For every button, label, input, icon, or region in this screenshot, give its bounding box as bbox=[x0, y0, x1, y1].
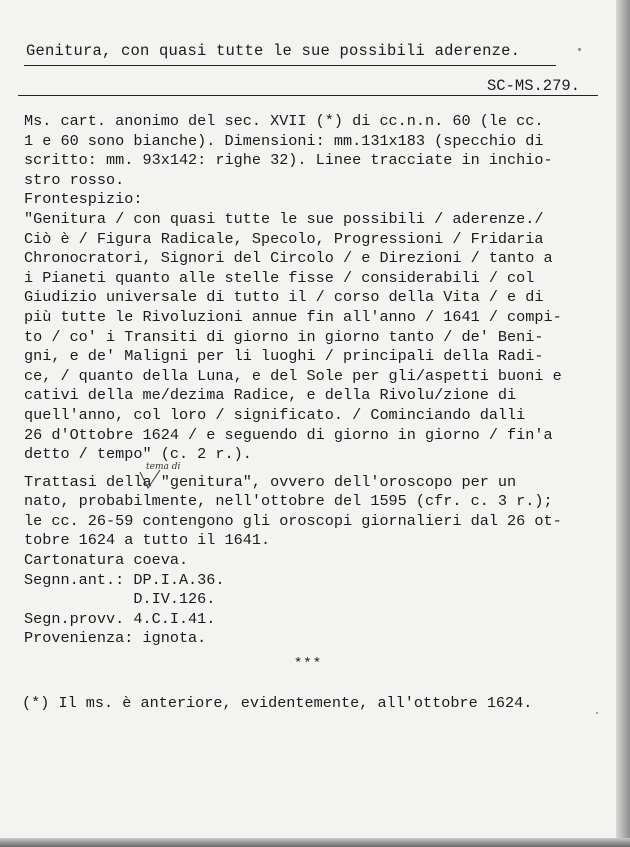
provisional-shelfmark: Segn.provv. 4.C.I.41. bbox=[24, 609, 216, 628]
frontispiece-line: Ciò è / Figura Radicale, Specolo, Progressioni / Fridaria bbox=[24, 229, 544, 248]
description-line: stro rosso. bbox=[24, 170, 125, 189]
frontispiece-line: i Pianeti quanto alle stelle fisse / considerabili / col bbox=[24, 268, 535, 287]
description-line: Ms. cart. anonimo del sec. XVII (*) di cc.n.n. 60 (le cc. bbox=[24, 112, 544, 130]
footnote: (*) Il ms. è anteriore, evidentemente, all'ottobre 1624. bbox=[22, 694, 533, 712]
binding-note: Cartonatura coeva. bbox=[24, 551, 189, 570]
note-line: Trattasi della "genitura", ovvero dell'oroscopo per un bbox=[24, 472, 517, 491]
scan-speck bbox=[596, 712, 598, 714]
note-line: tobre 1624 a tutto il 1641. bbox=[24, 531, 271, 550]
paragraph-gap bbox=[24, 465, 614, 473]
frontispiece-line: to / co' i Transiti di giorno in giorno tanto / de' Beni- bbox=[24, 327, 544, 346]
note-line: nato, probabilmente, nell'ottobre del 1595 (cfr. c. 3 r.); bbox=[24, 492, 553, 511]
shelfmark: SC-MS.279. bbox=[486, 77, 580, 95]
frontispiece-line: detto / tempo" (c. 2 r.). bbox=[24, 445, 252, 464]
scan-speck bbox=[578, 48, 581, 51]
section-separator: *** bbox=[293, 656, 323, 672]
frontispiece-line: "Genitura / con quasi tutte le sue possibili / aderenze./ bbox=[24, 209, 544, 228]
frontispiece-line: 26 d'Ottobre 1624 / e seguendo di giorno in giorno / fin'a bbox=[24, 425, 553, 444]
note-line: le cc. 26-59 contengono gli oroscopi giornalieri dal 26 ot- bbox=[24, 511, 562, 530]
provenance: Provenienza: ignota. bbox=[24, 629, 207, 648]
scan-border-right bbox=[616, 0, 630, 847]
description-line: scritto: mm. 93x142: righe 32). Linee tracciate in inchio- bbox=[24, 151, 553, 170]
frontispiece-line: Chronocratori, Signori del Circolo / e Direzioni / tanto a bbox=[24, 249, 553, 268]
frontispiece-line: Giudizio universale di tutto il / corso della Vita / e di bbox=[24, 288, 544, 307]
frontispiece-heading: Frontespizio: bbox=[24, 190, 143, 209]
frontispiece-line: ce, / quanto della Luna, e del Sole per gli/aspetti buoni e bbox=[24, 366, 562, 385]
scan-border-bottom bbox=[0, 838, 630, 847]
frontispiece-line: più tutte le Rivoluzioni annue fin all'anno / 1641 / compi- bbox=[24, 307, 562, 326]
title-underline bbox=[24, 65, 556, 66]
frontispiece-line: gni, e de' Maligni per li luoghi / principali della Radi- bbox=[24, 347, 544, 366]
header-rule bbox=[18, 95, 598, 96]
document-title: Genitura, con quasi tutte le sue possibili aderenze. bbox=[26, 42, 521, 60]
frontispiece-line: quell'anno, col loro / significato. / Cominciando dalli bbox=[24, 405, 526, 424]
description-line: 1 e 60 sono bianche). Dimensioni: mm.131x183 (specchio di bbox=[24, 131, 544, 150]
catalogue-entry bbox=[24, 112, 614, 649]
handwritten-insertion: tema di bbox=[146, 462, 181, 472]
frontispiece-line: cativi della me/dezima Radice, e della Rivolu/zione di bbox=[24, 386, 517, 405]
caret-mark-icon bbox=[138, 468, 178, 492]
old-shelfmark: D.IV.126. bbox=[24, 590, 216, 609]
old-shelfmark: Segnn.ant.: DP.I.A.36. bbox=[24, 570, 225, 589]
